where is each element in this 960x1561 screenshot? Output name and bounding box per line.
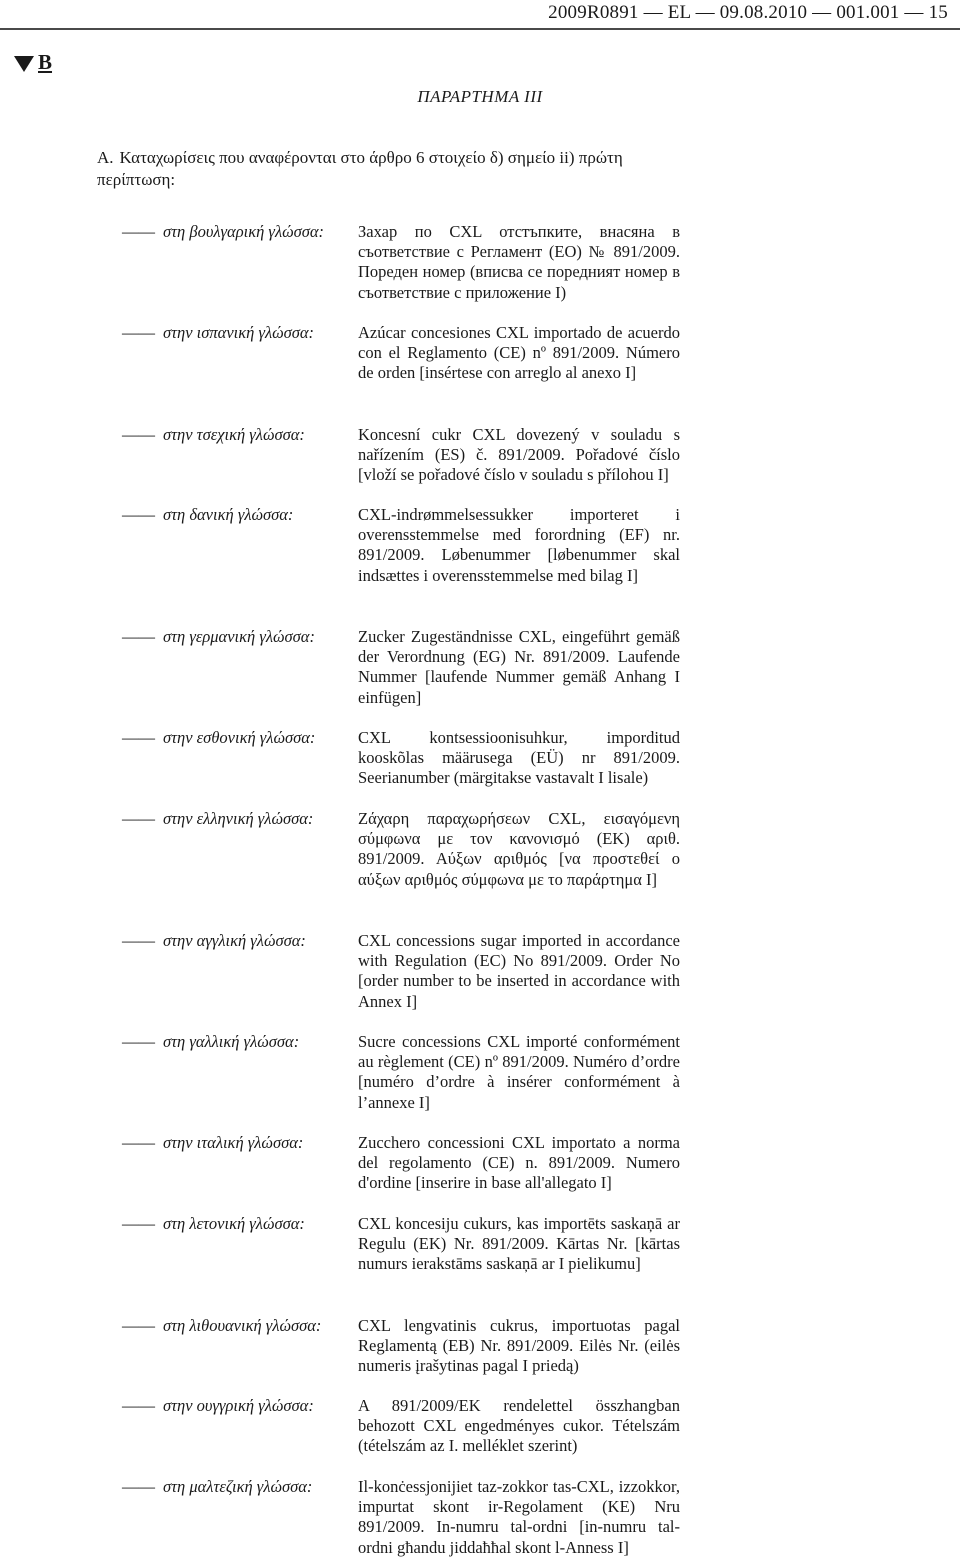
entry-text: CXL lengvatinis cukrus, importuotas pagal Reglamentą (EB) Nr. 891/2009. Eilės Nr. (eilės numeris įrašytinas pagal I priedą) [358,1316,680,1376]
entry-text: A 891/2009/EK rendelettel összhangban behozott CXL engedményes cukor. Tételszám (tételszám az I. melléklet szerint) [358,1396,680,1456]
document-reference: 2009R0891 — EL — 09.08.2010 — 001.001 — 15 [548,2,948,23]
language-name: στην ισπανική γλώσσα: [163,323,315,342]
header-divider [0,28,960,30]
entry-text: Ζάχαρη παραχωρήσεων CXL, εισαγόμενη σύμφωνα με τον κανονισμό (ΕΚ) αριθ. 891/2009. Αύξων αριθμός [να προστεθεί ο αύξων αριθμός σύμφωνα με το παράρτημα I] [358,809,680,889]
language-label: —— στη λετονική γλώσσα: [122,1214,305,1233]
language-label: —— στην τσεχική γλώσσα: [122,425,305,444]
language-name: στην αγγλική γλώσσα: [163,931,306,950]
language-label: —— στη γαλλική γλώσσα: [122,1032,300,1051]
annex-title: ΠΑΡΑΡΤΗΜΑ ΙΙΙ [417,87,543,106]
language-name: στην ουγγρική γλώσσα: [163,1396,314,1415]
language-label: —— στη δανική γλώσσα: [122,505,294,524]
entry-text: Sucre concessions CXL importé conformément au règlement (CE) nº 891/2009. Numéro d’ordre [numéro d’ordre à insérer conformément à l’annexe I] [358,1032,680,1112]
section-label: Α. [97,148,114,167]
language-name: στη βουλγαρική γλώσσα: [163,222,325,241]
amendment-letter: B [38,50,53,74]
section-text: Καταχωρίσεις που αναφέρονται στο άρθρο 6 στοιχείο δ) σημείο ii) πρώτη περίπτωση: [97,148,623,189]
entry-text: Zucchero concessioni CXL importato a norma del regolamento (CE) n. 891/2009. Numero d'ordine [inserire in base all'allegato I] [358,1133,680,1193]
triangle-down-icon [14,56,34,72]
language-label: —— στην ελληνική γλώσσα: [122,809,314,828]
language-label: —— στη βουλγαρική γλώσσα: [122,222,325,241]
entry-text: CXL concessions sugar imported in accordance with Regulation (EC) No 891/2009. Order No [order number to be inserted in accordance with Annex I] [358,931,680,1011]
language-label: —— στην αγγλική γλώσσα: [122,931,306,950]
language-name: στην τσεχική γλώσσα: [163,425,305,444]
language-name: στη γερμανική γλώσσα: [163,627,315,646]
section-heading [97,147,682,191]
entry-text: CXL kontsessioonisuhkur, imporditud kooskõlas määrusega (EÜ) nr 891/2009. Seerianumber (märgitakse vastavalt I lisale) [358,728,680,788]
language-label: —— στην ισπανική γλώσσα: [122,323,315,342]
language-name: στην ελληνική γλώσσα: [163,809,314,828]
language-label: —— στη λιθουανική γλώσσα: [122,1316,322,1335]
language-label: —— στην εσθονική γλώσσα: [122,728,316,747]
language-name: στην εσθονική γλώσσα: [163,728,316,747]
entry-text: Захар по CXL отстъпките, внасяна в съответствие с Регламент (ЕО) № 891/2009. Пореден номер (вписва се поредният номер в съответствие с приложение I) [358,222,680,302]
language-name: στη μαλτεζική γλώσσα: [163,1477,313,1496]
language-label: —— στη μαλτεζική γλώσσα: [122,1477,313,1496]
entry-text: Zucker Zugeständnisse CXL, eingeführt gemäß der Verordnung (EG) Nr. 891/2009. Laufende Nummer [laufende Nummer gemäß Anhang I einfügen] [358,627,680,707]
amendment-marker [14,50,52,75]
language-label: —— στη γερμανική γλώσσα: [122,627,315,646]
language-name: στη γαλλική γλώσσα: [163,1032,300,1051]
entry-text: Azúcar concesiones CXL importado de acuerdo con el Reglamento (CE) nº 891/2009. Número de orden [insértese con arreglo al anexo I] [358,323,680,383]
entry-text: CXL-indrømmelsessukker importeret i overensstemmelse med forordning (EF) nr. 891/2009. Løbenummer [løbenummer skal indsættes i overensstemmelse med bilag I] [358,505,680,585]
entry-text: Koncesní cukr CXL dovezený v souladu s nařízením (ES) č. 891/2009. Pořadové číslo [vloží se pořadové číslo v souladu s přílohou I] [358,425,680,485]
language-name: στη λετονική γλώσσα: [163,1214,305,1233]
language-name: στη λιθουανική γλώσσα: [163,1316,322,1335]
language-label: —— στην ιταλική γλώσσα: [122,1133,304,1152]
entry-text: CXL koncesiju cukurs, kas importēts saskaņā ar Regulu (EK) Nr. 891/2009. Kārtas Nr. [kārtas numurs ierakstāms saskaņā ar I pielikumu] [358,1214,680,1274]
language-name: στη δανική γλώσσα: [163,505,294,524]
language-label: —— στην ουγγρική γλώσσα: [122,1396,314,1415]
entry-text: Il-konċessjonijiet taz-zokkor tas-CXL, izzokkor, impurtat skont ir-Regolament (KE) Nru 891/2009. In-numru tal-ordni [in-numru tal-ordni għandu jiddaħħal skont l-Anness I] [358,1477,680,1557]
language-name: στην ιταλική γλώσσα: [163,1133,304,1152]
